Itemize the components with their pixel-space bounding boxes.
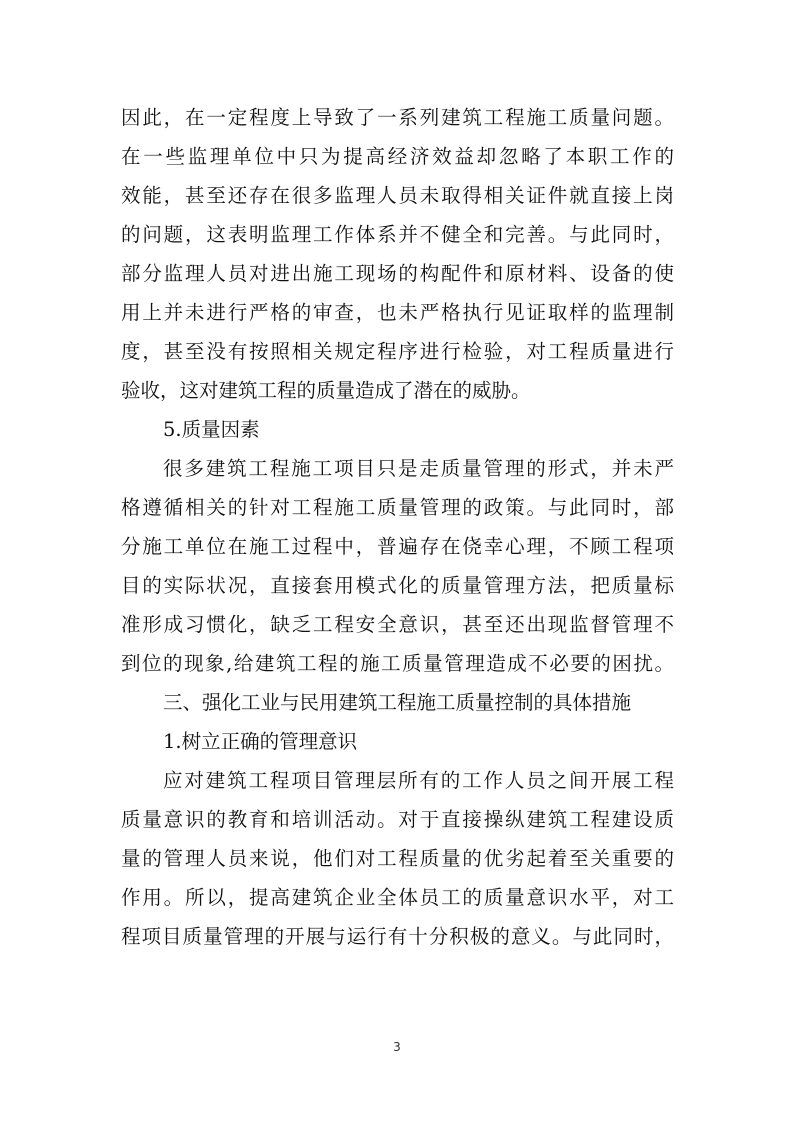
subsection-heading-management-awareness: 1.树立正确的管理意识 <box>163 730 358 753</box>
text-line: 的问题，这表明监理工作体系并不健全和完善。与此同时， <box>121 223 674 246</box>
text-line: 在一些监理单位中只为提高经济效益却忽略了本职工作的 <box>121 145 674 168</box>
text-line: 程项目质量管理的开展与运行有十分积极的意义。与此同时， <box>121 925 674 948</box>
text-line: 准形成习惯化，缺乏工程安全意识，甚至还出现监督管理不 <box>121 613 674 636</box>
paragraph-quality-factors <box>121 449 674 683</box>
text-line: 验收，这对建筑工程的质量造成了潜在的威胁。 <box>121 379 531 402</box>
page-number: 3 <box>393 1040 401 1054</box>
paragraph-management-awareness <box>121 761 674 956</box>
section-heading-quality-factors: 5.质量因素 <box>163 418 260 441</box>
text-line: 分施工单位在施工过程中，普遍存在侥幸心理，不顾工程项 <box>121 535 674 558</box>
section-heading-measures: 三、强化工业与民用建筑工程施工质量控制的具体措施 <box>163 691 632 714</box>
text-line: 应对建筑工程项目管理层所有的工作人员之间开展工程 <box>163 769 674 792</box>
text-line: 质量意识的教育和培训活动。对于直接操纵建筑工程建设质 <box>121 808 674 831</box>
text-line: 目的实际状况，直接套用模式化的质量管理方法，把质量标 <box>121 574 674 597</box>
text-line: 格遵循相关的针对工程施工质量管理的政策。与此同时，部 <box>121 496 674 519</box>
text-line: 很多建筑工程施工项目只是走质量管理的形式，并未严 <box>163 457 674 480</box>
text-line: 部分监理人员对进出施工现场的构配件和原材料、设备的使 <box>121 262 674 285</box>
text-line: 因此，在一定程度上导致了一系列建筑工程施工质量问题。 <box>121 106 674 129</box>
text-line: 作用。所以，提高建筑企业全体员工的质量意识水平，对工 <box>121 886 674 909</box>
document-body <box>121 98 674 956</box>
paragraph-monitoring-issues <box>121 98 674 410</box>
text-line: 效能，甚至还存在很多监理人员未取得相关证件就直接上岗 <box>121 184 674 207</box>
text-line: 到位的现象,给建筑工程的施工质量管理造成不必要的困扰。 <box>121 652 674 675</box>
text-line: 量的管理人员来说，他们对工程质量的优劣起着至关重要的 <box>121 847 674 870</box>
text-line: 用上并未进行严格的审查，也未严格执行见证取样的监理制 <box>121 301 674 324</box>
text-line: 度，甚至没有按照相关规定程序进行检验，对工程质量进行 <box>121 340 674 363</box>
